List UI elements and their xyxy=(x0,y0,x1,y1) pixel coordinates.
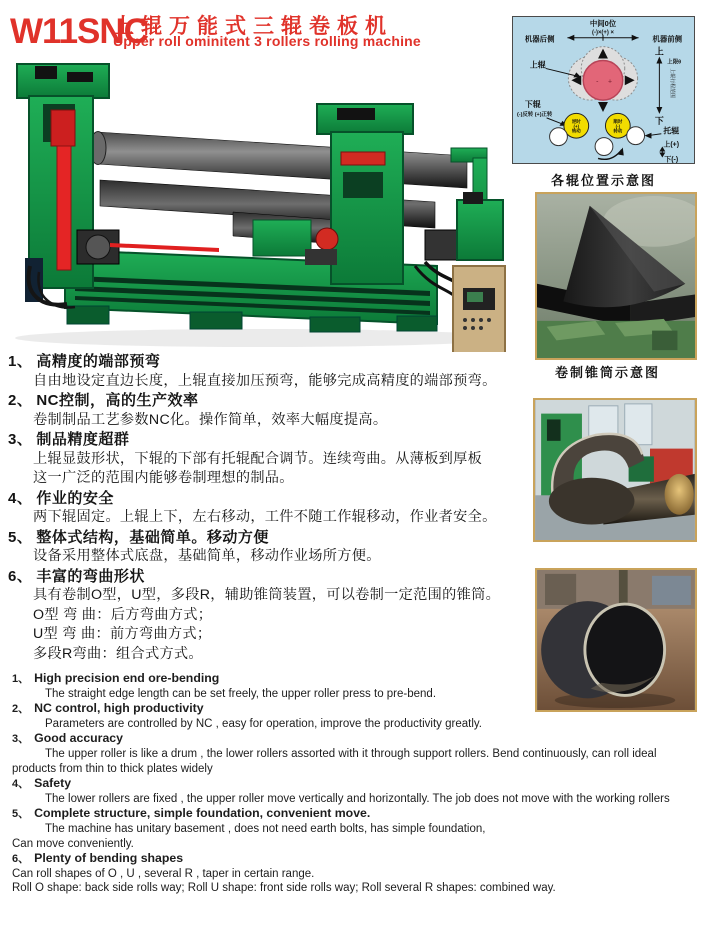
roll-position-diagram xyxy=(512,16,695,164)
en-feature-3-body-2: products from thin to thick plates widely xyxy=(12,762,213,775)
right-roll-text-1: 顺时 xyxy=(613,118,623,124)
cn-feature-3-number: 3、 xyxy=(8,431,33,448)
minus-mark: - xyxy=(596,78,599,86)
right-roll-text-2: (-) xyxy=(615,123,621,129)
cn-feature-2 xyxy=(8,391,510,430)
en-feature-2-body: Parameters are controlled by NC , easy for operation, improve the productivity greatly. xyxy=(45,717,482,730)
machine-photo xyxy=(5,52,510,352)
cn-feature-4-body: 两下辊固定。上辊上下，左右移动，工件不随工作辊移动，作业者安全。 xyxy=(33,509,497,525)
cn-feature-3-heading xyxy=(8,430,510,450)
en-feature-4-number: 4、 xyxy=(12,778,30,791)
cn-feature-1 xyxy=(8,352,510,391)
en-feature-1-heading xyxy=(12,671,717,687)
shell-photo-illustration xyxy=(535,400,695,540)
page-subtitle: Upper roll ominitent 3 rollers rolling machine xyxy=(113,33,421,49)
en-feature-5 xyxy=(12,806,717,851)
en-feature-6-title: Plenty of bending shapes xyxy=(34,851,184,866)
roll-position-diagram-svg xyxy=(513,17,694,163)
cn-feature-3-body-2: 这一广泛的范围内能够卷制理想的制品。 xyxy=(33,470,294,486)
cn-feature-6-body-4: 多段R弯曲：组合式方式。 xyxy=(33,645,203,662)
cone-rolling-photo xyxy=(535,192,697,360)
cn-feature-5-title: 整体式结构，基础简单。移动方便 xyxy=(36,528,269,546)
en-feature-3 xyxy=(12,731,717,776)
en-feature-3-title: Good accuracy xyxy=(34,731,123,746)
cn-feature-2-number: 2、 xyxy=(8,392,33,409)
en-feature-4 xyxy=(12,776,717,806)
en-feature-5-body-2: Can move conveniently. xyxy=(12,837,134,850)
cn-feature-6-heading xyxy=(8,567,510,587)
diagram-caption: 各辊位置示意图 xyxy=(550,173,656,188)
support-down-label: 下(-) xyxy=(664,156,679,164)
cn-feature-1-body: 自由地设定直边长度，上辊直接加压预弯，能够完成高精度的端部预弯。 xyxy=(33,372,497,389)
en-feature-3-heading xyxy=(12,731,717,747)
cn-feature-3-body-1: 上辊显鼓形状，下辊的下部有托辊配合调节。连续弯曲。从薄板到厚板 xyxy=(33,450,483,467)
stroke-range-label: 上辊行程范围 xyxy=(669,68,675,99)
en-feature-3-body-1: The upper roller is like a drum , the lower rollers assorted with it through support rollers. Bend continuously, can roll ideal xyxy=(45,747,657,760)
cone-photo-caption: 卷制锥筒示意图 xyxy=(554,365,660,380)
cn-feature-5-heading xyxy=(8,528,510,548)
cn-feature-6 xyxy=(8,567,510,665)
en-feature-1-number: 1、 xyxy=(12,673,30,685)
en-feature-2 xyxy=(12,701,717,731)
upper-roll-circle xyxy=(583,61,623,101)
cn-feature-4-number: 4、 xyxy=(8,489,33,507)
en-feature-4-body: The lower rollers are fixed , the upper roller move vertically and horizontally. The job does not move with the working rollers xyxy=(45,792,670,805)
cn-feature-4-heading xyxy=(8,489,510,509)
plus-mark: + xyxy=(607,78,612,86)
cn-feature-1-title: 高精度的端部预弯 xyxy=(36,353,161,370)
cn-feature-1-number: 1、 xyxy=(8,353,33,370)
support-up-label: 上(+) xyxy=(663,141,680,149)
cn-feature-4 xyxy=(8,489,510,528)
en-feature-6 xyxy=(12,851,717,896)
cn-feature-6-number: 6、 xyxy=(8,567,33,585)
en-feature-1 xyxy=(12,671,717,701)
cn-feature-6-body-1: 具有卷制O型，U型，多段R，辅助锥筒装置，可以卷制一定范围的锥筒。 xyxy=(33,587,501,603)
cn-feature-5-number: 5、 xyxy=(8,528,33,546)
en-feature-2-heading xyxy=(12,701,717,717)
model-number: W11SNC xyxy=(10,12,148,51)
en-feature-2-number: 2、 xyxy=(12,703,30,716)
support-roll-label: 托辊 xyxy=(663,126,680,136)
cn-feature-5-body: 设备采用整体式底盘，基础简单，移动作业场所方便。 xyxy=(33,548,381,564)
left-roll-text-2: (+) xyxy=(573,123,580,129)
en-feature-5-body-1: The machine has unitary basement , does not need earth bolts, has simple foundation, xyxy=(45,822,486,835)
cn-feature-2-heading xyxy=(8,391,510,411)
cn-feature-list xyxy=(8,352,510,664)
cn-feature-6-title: 丰富的弯曲形状 xyxy=(36,567,145,585)
cn-feature-2-body: 卷制制品工艺参数NC化。操作简单，效率大幅度提高。 xyxy=(33,411,388,428)
lower-roll-rotation-label: (-)反转 (+)正转 xyxy=(516,111,553,118)
left-roll-text-3: 转动 xyxy=(571,128,581,134)
cn-feature-1-heading xyxy=(8,352,510,372)
cn-feature-2-title: NC控制，高的生产效率 xyxy=(36,392,199,409)
cn-feature-5 xyxy=(8,528,510,567)
cn-feature-4-title: 作业的安全 xyxy=(36,489,114,507)
up-label: 上 xyxy=(654,46,664,57)
control-cabinet xyxy=(453,266,505,352)
rolled-shell-photo xyxy=(533,398,697,542)
en-feature-4-heading xyxy=(12,776,717,792)
en-feature-2-title: NC control, high productivity xyxy=(34,701,204,716)
support-rolls xyxy=(550,127,645,156)
cn-feature-6-body-3: U型 弯 曲：前方弯曲方式； xyxy=(33,626,212,642)
diagram-machine-front-label: 机器前侧 xyxy=(652,34,683,44)
en-feature-3-number: 3、 xyxy=(12,733,30,746)
en-feature-1-body: The straight edge length can be set freely, the upper roller press to pre-bend. xyxy=(45,687,437,700)
en-feature-6-body-1: Can roll shapes of O , U , several R , taper in certain range. xyxy=(12,867,315,880)
en-feature-6-heading xyxy=(12,851,717,867)
right-roll-text-3: 转动 xyxy=(613,128,623,134)
en-feature-5-title: Complete structure, simple foundation, convenient move. xyxy=(34,806,371,821)
lower-roll-label: 下辊 xyxy=(524,100,541,110)
diagram-center-zero-label: 中间0位 xyxy=(589,18,617,28)
en-feature-4-title: Safety xyxy=(34,776,72,791)
diagram-center-zero-sub: (-)×(+) × xyxy=(592,29,614,36)
en-feature-5-number: 5、 xyxy=(12,808,30,821)
left-roll-text-1: 逆时 xyxy=(571,118,581,124)
upper-roll-label: 上辊 xyxy=(529,60,546,70)
cn-feature-3-title: 制品精度超群 xyxy=(36,431,130,448)
cn-feature-6-body-2: O型 弯 曲：后方弯曲方式； xyxy=(33,606,213,623)
diagram-machine-back-label: 机器后侧 xyxy=(524,34,555,44)
page-title: 上辊万能式三辊卷板机 xyxy=(113,15,393,38)
en-feature-6-number: 6、 xyxy=(12,853,30,866)
en-feature-1-title: High precision end ore-bending xyxy=(34,671,220,685)
lower-rolls xyxy=(564,113,630,138)
down-label: 下 xyxy=(654,115,664,126)
cone-photo-illustration xyxy=(537,194,695,358)
en-feature-6-body-2: Roll O shape: back side rolls way; Roll U shape: front side rolls way; Roll several R shapes: combined way. xyxy=(12,882,556,895)
rolling-machine-illustration xyxy=(5,52,510,352)
en-feature-list xyxy=(12,671,717,896)
upper-limit-label: 上限θ xyxy=(667,59,682,66)
en-feature-5-heading xyxy=(12,806,717,822)
cn-feature-3 xyxy=(8,430,510,489)
